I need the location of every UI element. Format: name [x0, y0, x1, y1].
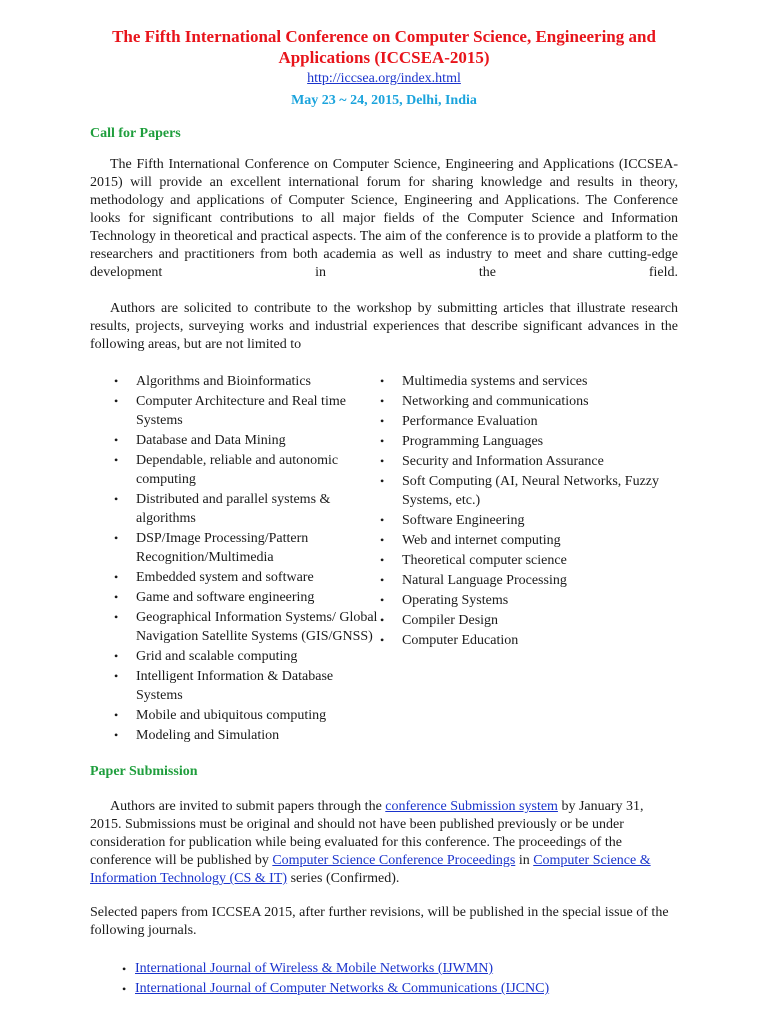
- bullet-icon: •: [380, 533, 385, 547]
- list-item: • Algorithms and Bioinformatics: [114, 374, 311, 389]
- conference-date: May 23 ~ 24, 2015, Delhi, India: [291, 93, 477, 108]
- list-item: • Software Engineering: [380, 513, 525, 528]
- list-item: • Natural Language Processing: [380, 573, 567, 588]
- list-item: • Networking and communications: [380, 394, 589, 409]
- bullet-icon: •: [114, 394, 119, 408]
- list-item: • Computer Architecture and Real time Systems: [114, 394, 346, 428]
- list-item: • Grid and scalable computing: [114, 649, 298, 664]
- topics-left-column: [90, 372, 378, 746]
- bullet-icon: •: [380, 454, 385, 468]
- bullet-icon: •: [380, 573, 385, 587]
- list-item: • Computer Education: [380, 633, 519, 648]
- journals-list: [90, 959, 678, 999]
- list-item: • Distributed and parallel systems & algorithms: [114, 492, 331, 526]
- paper-submission-heading: Paper Submission: [90, 764, 198, 779]
- call-for-papers-heading: Call for Papers: [90, 126, 181, 141]
- bullet-icon: •: [114, 649, 119, 663]
- journal-link-ijwmn[interactable]: International Journal of Wireless & Mobile Networks (IJWMN): [135, 961, 494, 976]
- list-item: • Geographical Information Systems/ Global Navigation Satellite Systems (GIS/GNSS): [114, 610, 378, 644]
- list-item: • Operating Systems: [380, 593, 509, 608]
- bullet-icon: •: [380, 434, 385, 448]
- bullet-icon: •: [380, 633, 385, 647]
- topics-right-column: [378, 372, 678, 746]
- bullet-icon: •: [114, 531, 119, 545]
- list-item: • Dependable, reliable and autonomic computing: [114, 453, 339, 487]
- journal-link-ijcnc[interactable]: International Journal of Computer Networks & Communications (IJCNC): [135, 981, 550, 996]
- intro-paragraph: The Fifth International Conference on Computer Science, Engineering and Applications (ICCSEA-2015) will provide an excellent international forum for sharing knowledge and results in theory, methodology and applications of Computer Science, Engineering and Applications. The Conference looks for significant contributions to all major fields of the Computer Science and Information Technology in theoretical and practical aspects. The aim of the conference is to provide a platform to the researchers and practitioners from both academia as well as industry to meet and share cutting-edge development in the field.: [90, 157, 678, 280]
- list-item: • Modeling and Simulation: [114, 728, 280, 743]
- list-item: • Embedded system and software: [114, 570, 314, 585]
- bullet-icon: •: [114, 453, 119, 467]
- conference-title: The Fifth International Conference on Computer Science, Engineering and Applications (ICCSEA-2015): [112, 27, 656, 67]
- bullet-icon: •: [122, 962, 127, 976]
- list-item: • Theoretical computer science: [380, 553, 567, 568]
- list-item: • Mobile and ubiquitous computing: [114, 708, 327, 723]
- conference-url-line: [90, 71, 678, 87]
- bullet-icon: •: [380, 553, 385, 567]
- list-item: • Multimedia systems and services: [380, 374, 588, 389]
- bullet-icon: •: [122, 982, 127, 996]
- bullet-icon: •: [114, 708, 119, 722]
- solicitation-paragraph: Authors are solicited to contribute to the workshop by submitting articles that illustrate research results, projects, surveying works and industrial experiences that describe significant advances in the following areas, but are not limited to: [90, 301, 678, 352]
- submission-system-link[interactable]: conference Submission system: [385, 799, 558, 814]
- submission-paragraph: Authors are invited to submit papers through the conference Submission system by January 31, 2015. Submissions must be original and should not have been published previously or be under consideration for publication while being evaluated for this conference. The proceedings of the conference will be published by Computer Science Conference Proceedings in Computer Science & Information Technology (CS & IT) series (Confirmed).: [90, 799, 651, 886]
- special-issue-paragraph: Selected papers from ICCSEA 2015, after further revisions, will be published in the special issue of the following journals.: [90, 905, 669, 938]
- list-item: • Soft Computing (AI, Neural Networks, Fuzzy Systems, etc.): [380, 474, 660, 508]
- bullet-icon: •: [380, 474, 385, 488]
- list-item: • Web and internet computing: [380, 533, 561, 548]
- bullet-icon: •: [380, 374, 385, 388]
- bullet-icon: •: [380, 414, 385, 428]
- list-item: • Performance Evaluation: [380, 414, 538, 429]
- bullet-icon: •: [114, 590, 119, 604]
- bullet-icon: •: [114, 374, 119, 388]
- bullet-icon: •: [380, 394, 385, 408]
- bullet-icon: •: [380, 513, 385, 527]
- bullet-icon: •: [114, 433, 119, 447]
- list-item: [90, 979, 678, 999]
- list-item: • Security and Information Assurance: [380, 454, 604, 469]
- conference-proceedings-link[interactable]: Computer Science Conference Proceedings: [272, 853, 516, 868]
- list-item: • Database and Data Mining: [114, 433, 286, 448]
- bullet-icon: •: [114, 492, 119, 506]
- cs-it-series-link[interactable]: Computer Science & Information Technology (CS & IT): [90, 853, 651, 886]
- bullet-icon: •: [114, 728, 119, 742]
- list-item: [90, 959, 678, 979]
- bullet-icon: •: [380, 593, 385, 607]
- topics-list: [90, 372, 678, 746]
- list-item: • Programming Languages: [380, 434, 544, 449]
- bullet-icon: •: [114, 610, 119, 624]
- bullet-icon: •: [114, 669, 119, 683]
- list-item: • Game and software engineering: [114, 590, 315, 605]
- list-item: • Compiler Design: [380, 613, 499, 628]
- bullet-icon: •: [114, 570, 119, 584]
- conference-url-link[interactable]: http://iccsea.org/index.html: [307, 71, 461, 86]
- bullet-icon: •: [380, 613, 385, 627]
- list-item: • DSP/Image Processing/Pattern Recognition/Multimedia: [114, 531, 309, 565]
- list-item: • Intelligent Information & Database Systems: [114, 669, 334, 703]
